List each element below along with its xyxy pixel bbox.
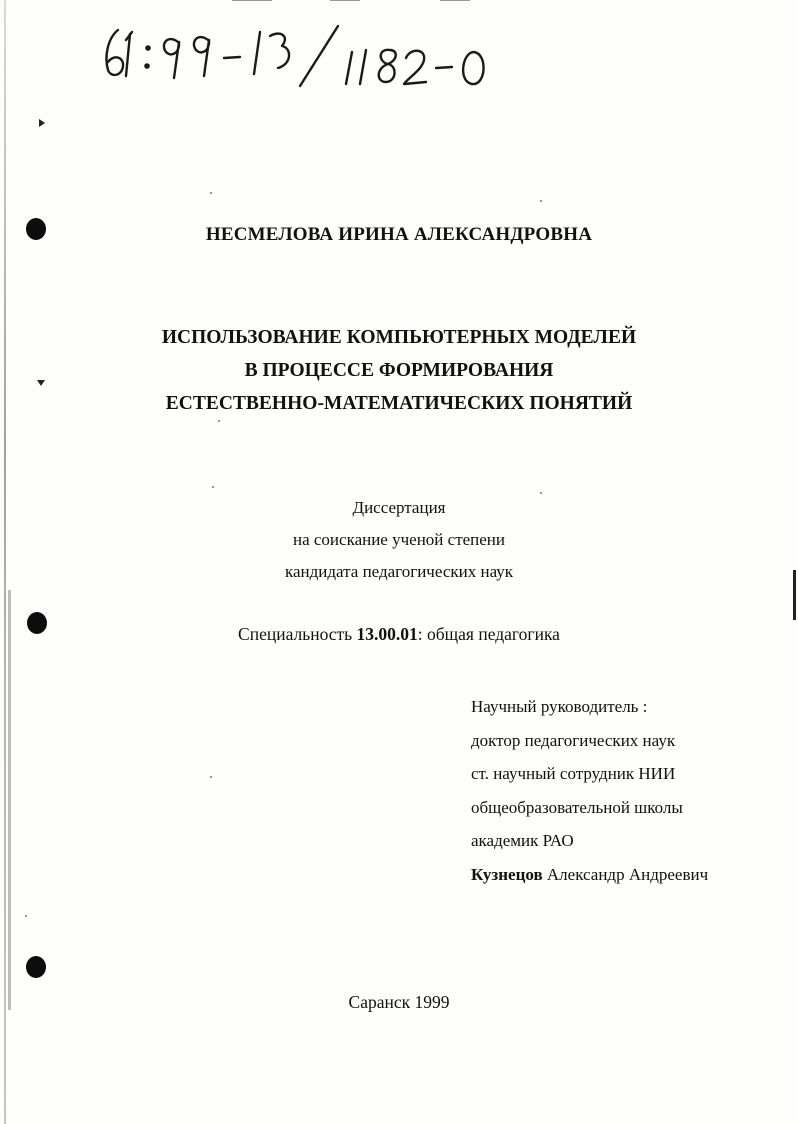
- scan-top-mark: [440, 0, 470, 1]
- scan-speck: [218, 420, 220, 422]
- handwritten-archive-number: [96, 12, 516, 92]
- scan-top-mark: [330, 0, 360, 1]
- dissertation-title: [0, 321, 798, 420]
- scan-speck: [540, 200, 542, 202]
- supervisor-line: общеобразовательной школы: [471, 797, 683, 817]
- scan-top-mark: [232, 0, 272, 1]
- thesis-line: на соискание ученой степени: [292, 530, 506, 549]
- supervisor-line: академик РАО: [471, 831, 574, 850]
- specialty-line: [0, 624, 798, 645]
- supervisor-line: ст. научный сотрудник НИИ: [471, 764, 676, 783]
- supervisor-line: доктор педагогических наук: [471, 730, 676, 750]
- thesis-line: кандидата педагогических наук: [284, 562, 514, 581]
- scan-edge-left-inner: [8, 590, 11, 1010]
- supervisor-given-names: Александр Андреевич: [542, 864, 709, 884]
- thesis-line: Диссертация: [352, 498, 446, 517]
- title-line: ИСПОЛЬЗОВАНИЕ КОМПЬЮТЕРНЫХ МОДЕЛЕЙ: [161, 327, 637, 348]
- supervisor-heading: Научный руководитель :: [471, 697, 648, 716]
- thesis-description: [0, 492, 798, 588]
- scan-speck: [210, 192, 212, 194]
- scan-speck: [210, 776, 212, 778]
- punch-hole-icon: [26, 956, 46, 978]
- supervisor-name: [471, 858, 708, 892]
- city-year: Саранск 1999: [348, 992, 450, 1012]
- scan-speck: [25, 915, 27, 917]
- supervisor-surname: Кузнецов: [471, 864, 543, 884]
- supervisor-block: [471, 690, 708, 891]
- specialty-name: : общая педагогика: [417, 624, 560, 644]
- scan-speck: [212, 486, 214, 488]
- arrow-mark-icon: [39, 119, 45, 127]
- title-line: В ПРОЦЕССЕ ФОРМИРОВАНИЯ: [244, 360, 554, 381]
- author-name: НЕСМЕЛОВА ИРИНА АЛЕКСАНДРОВНА: [205, 224, 593, 245]
- specialty-code: 13.00.01: [356, 624, 418, 644]
- title-line: ЕСТЕСТВЕННО-МАТЕМАТИЧЕСКИХ ПОНЯТИЙ: [165, 393, 633, 414]
- specialty-prefix: Специальность: [238, 624, 357, 644]
